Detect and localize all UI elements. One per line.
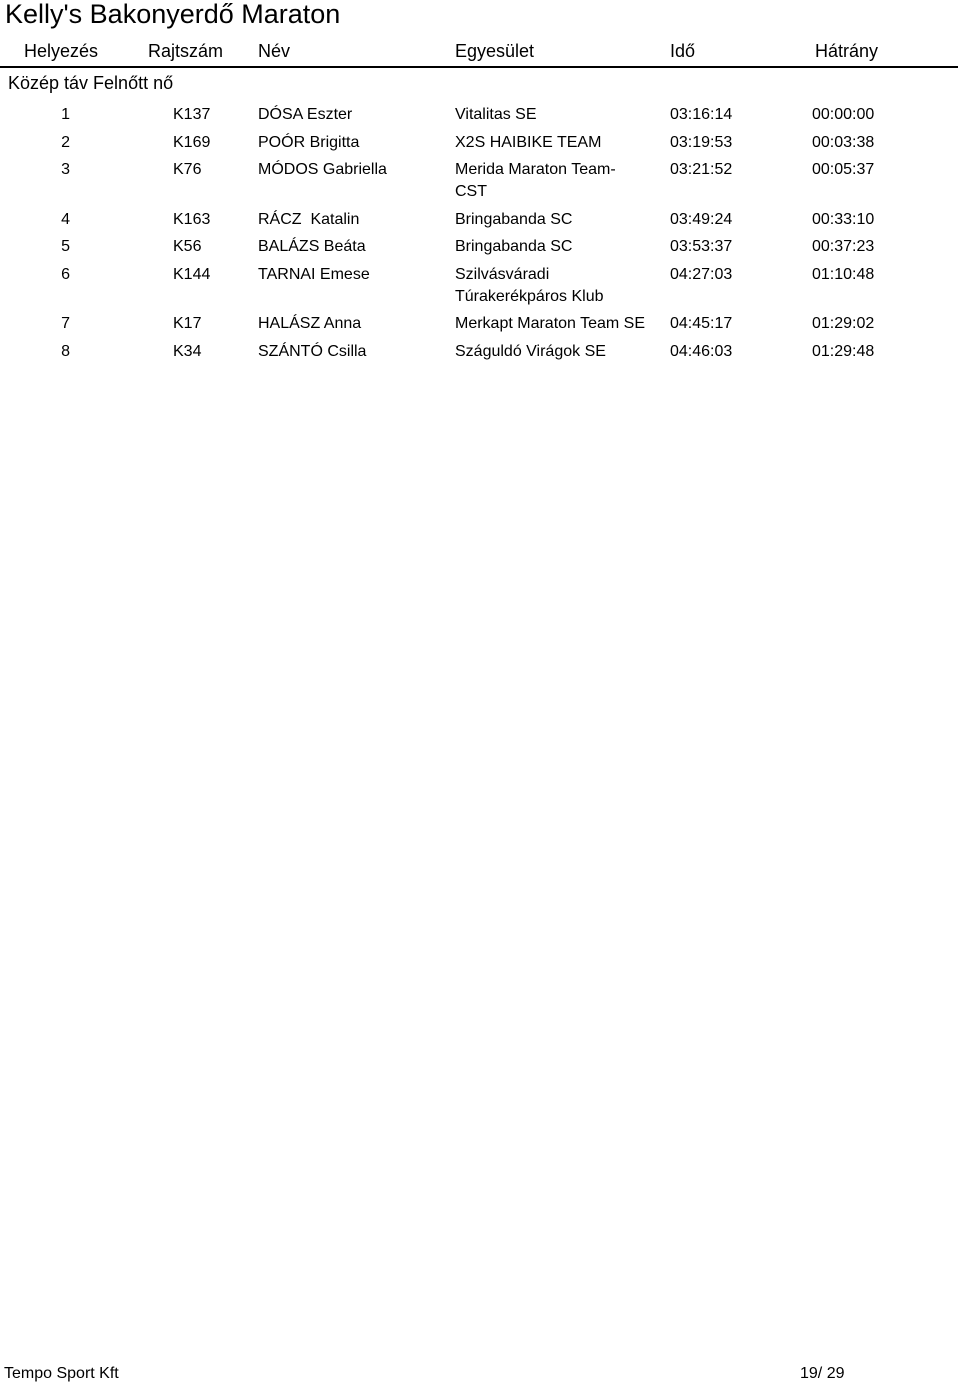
club-cell: X2S HAIBIKE TEAM — [455, 133, 602, 151]
bib-cell: K169 — [173, 133, 211, 151]
time-cell: 03:16:14 — [670, 106, 733, 123]
table-row — [0, 236, 960, 264]
name-cell: HALÁSZ Anna — [258, 315, 362, 332]
time-cell: 03:49:24 — [670, 210, 733, 228]
position-cell: 6 — [61, 265, 70, 283]
bib-cell: K137 — [173, 106, 211, 123]
club-cell: Vitalitas SE — [455, 106, 537, 123]
club-cell: Merkapt Maraton Team SE — [455, 315, 646, 332]
bib-cell: K34 — [173, 342, 202, 360]
table-header — [0, 38, 958, 68]
gap-cell: 00:05:37 — [812, 161, 875, 178]
bib-cell: K56 — [173, 238, 202, 255]
time-cell: 03:53:37 — [670, 238, 733, 255]
table-row — [0, 104, 960, 132]
position-cell: 4 — [61, 210, 70, 228]
club-cell: Bringabanda SC — [455, 238, 573, 255]
bib-cell: K17 — [173, 315, 202, 332]
position-cell: 1 — [61, 106, 70, 123]
club-cell: Bringabanda SC — [455, 210, 573, 228]
results-table — [0, 104, 960, 368]
footer-organizer: Tempo Sport Kft — [4, 1365, 119, 1382]
table-row — [0, 313, 960, 341]
name-cell: DÓSA Eszter — [258, 106, 353, 123]
name-cell: BALÁZS Beáta — [258, 238, 366, 255]
club-cell: Merida Maraton Team-CST — [455, 161, 616, 200]
time-cell: 04:45:17 — [670, 315, 733, 332]
table-row — [0, 264, 960, 314]
header-bib: Rajtszám — [148, 41, 224, 61]
gap-cell: 00:33:10 — [812, 210, 875, 228]
position-cell: 8 — [61, 342, 70, 360]
gap-cell: 01:29:48 — [812, 342, 875, 360]
time-cell: 03:19:53 — [670, 133, 733, 151]
time-cell: 04:27:03 — [670, 265, 733, 283]
bib-cell: K163 — [173, 210, 211, 228]
time-cell: 03:21:52 — [670, 161, 733, 178]
page-title: Kelly's Bakonyerdő Maraton — [5, 0, 341, 29]
gap-cell: 01:10:48 — [812, 265, 875, 283]
page-number: 19/ 29 — [800, 1365, 845, 1382]
header-gap: Hátrány — [815, 41, 879, 61]
name-cell: MÓDOS Gabriella — [258, 161, 387, 178]
header-name: Név — [258, 41, 291, 61]
gap-cell: 01:29:02 — [812, 315, 875, 332]
table-row — [0, 341, 960, 369]
club-cell: Száguldó Virágok SE — [455, 342, 606, 360]
header-club: Egyesület — [455, 41, 535, 61]
position-cell: 2 — [61, 133, 70, 151]
position-cell: 3 — [61, 161, 70, 178]
time-cell: 04:46:03 — [670, 342, 733, 360]
name-cell: POÓR Brigitta — [258, 133, 360, 151]
category-title: Közép táv Felnőtt nő — [8, 73, 174, 93]
table-row — [0, 159, 960, 209]
name-cell: TARNAI Emese — [258, 265, 370, 283]
gap-cell: 00:37:23 — [812, 238, 875, 255]
table-row — [0, 132, 960, 160]
header-time: Idő — [670, 41, 696, 61]
bib-cell: K76 — [173, 161, 202, 178]
gap-cell: 00:03:38 — [812, 133, 875, 151]
header-position: Helyezés — [24, 41, 99, 61]
table-row — [0, 209, 960, 237]
bib-cell: K144 — [173, 265, 211, 283]
gap-cell: 00:00:00 — [812, 106, 875, 123]
name-cell: SZÁNTÓ Csilla — [258, 342, 367, 360]
position-cell: 7 — [61, 315, 70, 332]
position-cell: 5 — [61, 238, 70, 255]
name-cell: RÁCZ Katalin — [258, 210, 360, 228]
club-cell: Szilvásváradi Túrakerékpáros Klub — [455, 265, 604, 305]
